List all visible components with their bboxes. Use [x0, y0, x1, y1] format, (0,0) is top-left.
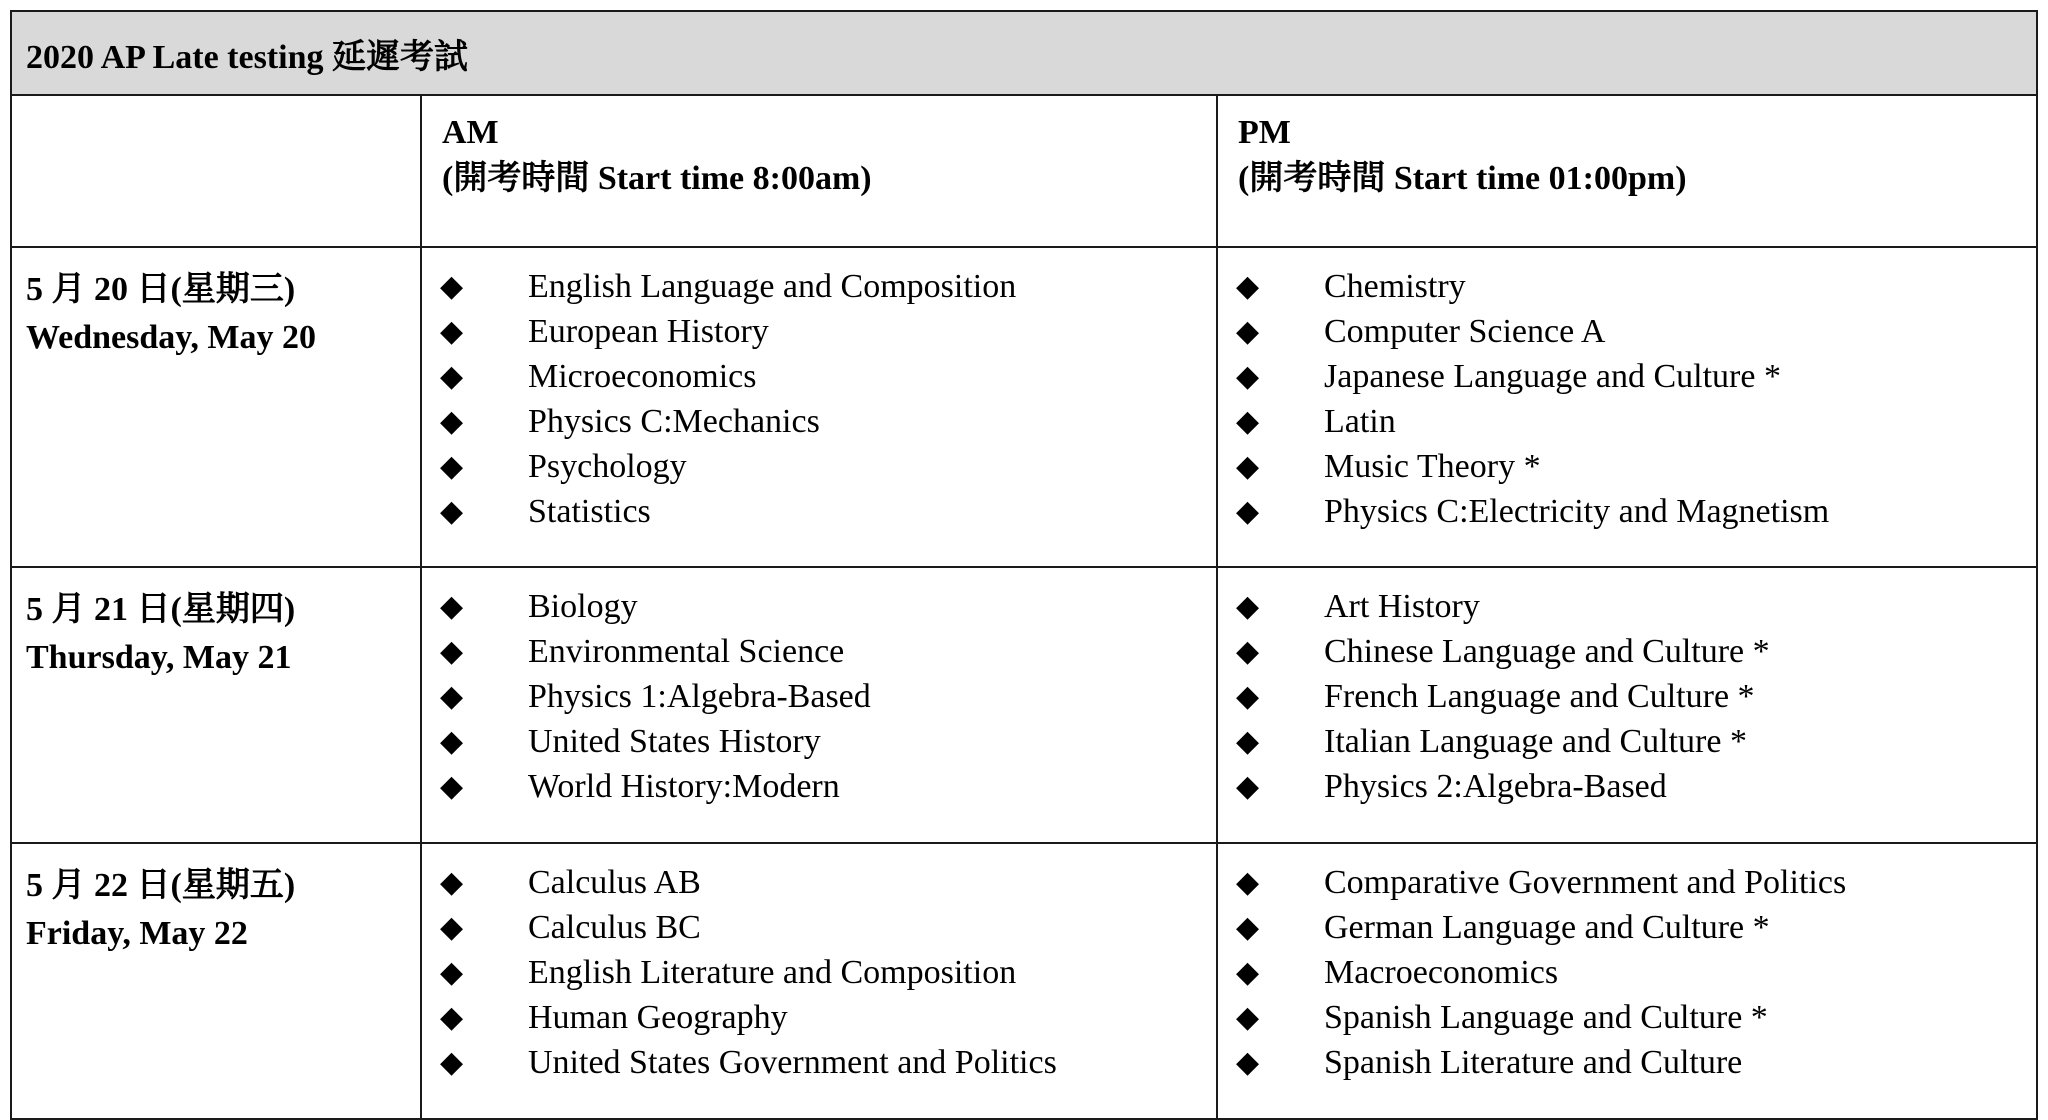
diamond-bullet-icon: ◆: [440, 680, 464, 713]
pm-start-time: (開考時間 Start time 01:00pm): [1238, 160, 1687, 197]
subject-name: Japanese Language and Culture *: [1324, 358, 1781, 395]
subject-name: Italian Language and Culture *: [1324, 723, 1747, 760]
subject-item: [440, 444, 1216, 489]
header-row: [11, 95, 2037, 247]
subject-name: Latin: [1324, 403, 1396, 440]
diamond-bullet-icon: ◆: [1236, 1001, 1260, 1034]
day-cell: [11, 843, 421, 1119]
subject-name: French Language and Culture *: [1324, 678, 1755, 715]
title-row: [11, 11, 2037, 95]
subject-name: Macroeconomics: [1324, 954, 1559, 991]
pm-subject-list: [1218, 568, 2036, 809]
day-date-zh: 5 月 20 日(星期三): [26, 271, 296, 308]
subject-item: [440, 674, 1216, 719]
diamond-bullet-icon: ◆: [440, 911, 464, 944]
schedule-document: [10, 10, 2036, 1081]
subject-name: Human Geography: [528, 999, 788, 1036]
am-subject-list: [422, 568, 1216, 809]
pm-subject-list: [1218, 248, 2036, 534]
schedule-table: [10, 10, 2038, 1120]
day-cell: [11, 567, 421, 843]
am-cell: [421, 567, 1217, 843]
subject-item: [440, 584, 1216, 629]
subject-name: English Language and Composition: [528, 268, 1017, 305]
table-title: 2020 AP Late testing 延遲考試: [11, 11, 2037, 95]
diamond-bullet-icon: ◆: [1236, 725, 1260, 758]
subject-item: [440, 764, 1216, 809]
subject-item: [440, 354, 1216, 399]
diamond-bullet-icon: ◆: [1236, 1046, 1260, 1079]
subject-name: Physics C:Electricity and Magnetism: [1324, 493, 1830, 530]
subject-item: [440, 399, 1216, 444]
subject-item: [440, 489, 1216, 534]
pm-label: PM: [1238, 114, 1291, 151]
subject-name: Art History: [1324, 588, 1480, 625]
subject-name: Computer Science A: [1324, 313, 1606, 350]
subject-item: [1236, 995, 2036, 1040]
header-empty-cell: [11, 95, 421, 247]
diamond-bullet-icon: ◆: [1236, 270, 1260, 303]
diamond-bullet-icon: ◆: [440, 1046, 464, 1079]
subject-name: World History:Modern: [528, 768, 840, 805]
subject-item: [1236, 860, 2036, 905]
subject-item: [440, 629, 1216, 674]
subject-item: [1236, 905, 2036, 950]
subject-name: Spanish Literature and Culture: [1324, 1044, 1743, 1081]
subject-name: Comparative Government and Politics: [1324, 864, 1847, 901]
subject-item: [1236, 629, 2036, 674]
subject-name: United States Government and Politics: [528, 1044, 1057, 1081]
am-header: [421, 95, 1217, 247]
day-date-en: Thursday, May 21: [26, 639, 292, 676]
day-date-en: Friday, May 22: [26, 915, 248, 952]
diamond-bullet-icon: ◆: [1236, 866, 1260, 899]
diamond-bullet-icon: ◆: [1236, 680, 1260, 713]
subject-name: Calculus BC: [528, 909, 701, 946]
subject-name: Spanish Language and Culture *: [1324, 999, 1768, 1036]
pm-cell: [1217, 567, 2037, 843]
subject-name: Calculus AB: [528, 864, 701, 901]
diamond-bullet-icon: ◆: [1236, 635, 1260, 668]
pm-subject-list: [1218, 844, 2036, 1085]
subject-name: Chinese Language and Culture *: [1324, 633, 1770, 670]
pm-cell: [1217, 843, 2037, 1119]
subject-item: [440, 860, 1216, 905]
subject-item: [440, 719, 1216, 764]
diamond-bullet-icon: ◆: [440, 360, 464, 393]
day-row: [11, 247, 2037, 567]
subject-item: [1236, 309, 2036, 354]
subject-name: Physics C:Mechanics: [528, 403, 820, 440]
subject-item: [440, 950, 1216, 995]
diamond-bullet-icon: ◆: [440, 315, 464, 348]
subject-item: [1236, 489, 2036, 534]
day-row: [11, 567, 2037, 843]
subject-item: [1236, 584, 2036, 629]
subject-name: Psychology: [528, 448, 687, 485]
diamond-bullet-icon: ◆: [440, 405, 464, 438]
subject-item: [440, 905, 1216, 950]
am-cell: [421, 247, 1217, 567]
diamond-bullet-icon: ◆: [440, 770, 464, 803]
subject-item: [1236, 399, 2036, 444]
diamond-bullet-icon: ◆: [1236, 450, 1260, 483]
diamond-bullet-icon: ◆: [440, 866, 464, 899]
diamond-bullet-icon: ◆: [1236, 315, 1260, 348]
day-date-zh: 5 月 22 日(星期五): [26, 867, 296, 904]
diamond-bullet-icon: ◆: [440, 956, 464, 989]
subject-name: English Literature and Composition: [528, 954, 1017, 991]
subject-item: [1236, 1040, 2036, 1085]
subject-name: Physics 1:Algebra-Based: [528, 678, 871, 715]
day-row: [11, 843, 2037, 1119]
subject-name: Music Theory *: [1324, 448, 1541, 485]
am-label: AM: [442, 114, 499, 151]
subject-item: [440, 1040, 1216, 1085]
day-cell: [11, 247, 421, 567]
diamond-bullet-icon: ◆: [1236, 770, 1260, 803]
pm-header: [1217, 95, 2037, 247]
diamond-bullet-icon: ◆: [440, 450, 464, 483]
pm-cell: [1217, 247, 2037, 567]
subject-name: Statistics: [528, 493, 651, 530]
diamond-bullet-icon: ◆: [440, 635, 464, 668]
diamond-bullet-icon: ◆: [440, 1001, 464, 1034]
subject-item: [1236, 950, 2036, 995]
diamond-bullet-icon: ◆: [440, 590, 464, 623]
diamond-bullet-icon: ◆: [1236, 911, 1260, 944]
diamond-bullet-icon: ◆: [440, 725, 464, 758]
subject-name: Chemistry: [1324, 268, 1466, 305]
subject-name: United States History: [528, 723, 821, 760]
subject-item: [1236, 719, 2036, 764]
am-start-time: (開考時間 Start time 8:00am): [442, 160, 872, 197]
diamond-bullet-icon: ◆: [1236, 590, 1260, 623]
subject-name: Biology: [528, 588, 638, 625]
subject-item: [440, 309, 1216, 354]
subject-item: [1236, 674, 2036, 719]
day-date-en: Wednesday, May 20: [26, 319, 316, 356]
diamond-bullet-icon: ◆: [440, 270, 464, 303]
diamond-bullet-icon: ◆: [1236, 405, 1260, 438]
subject-item: [1236, 764, 2036, 809]
subject-name: Environmental Science: [528, 633, 845, 670]
am-subject-list: [422, 248, 1216, 534]
diamond-bullet-icon: ◆: [1236, 956, 1260, 989]
subject-name: European History: [528, 313, 769, 350]
am-subject-list: [422, 844, 1216, 1085]
subject-item: [440, 995, 1216, 1040]
day-date-zh: 5 月 21 日(星期四): [26, 591, 296, 628]
subject-item: [1236, 444, 2036, 489]
diamond-bullet-icon: ◆: [440, 495, 464, 528]
subject-name: German Language and Culture *: [1324, 909, 1770, 946]
subject-item: [1236, 264, 2036, 309]
subject-name: Microeconomics: [528, 358, 757, 395]
subject-name: Physics 2:Algebra-Based: [1324, 768, 1667, 805]
diamond-bullet-icon: ◆: [1236, 360, 1260, 393]
am-cell: [421, 843, 1217, 1119]
subject-item: [1236, 354, 2036, 399]
diamond-bullet-icon: ◆: [1236, 495, 1260, 528]
subject-item: [440, 264, 1216, 309]
